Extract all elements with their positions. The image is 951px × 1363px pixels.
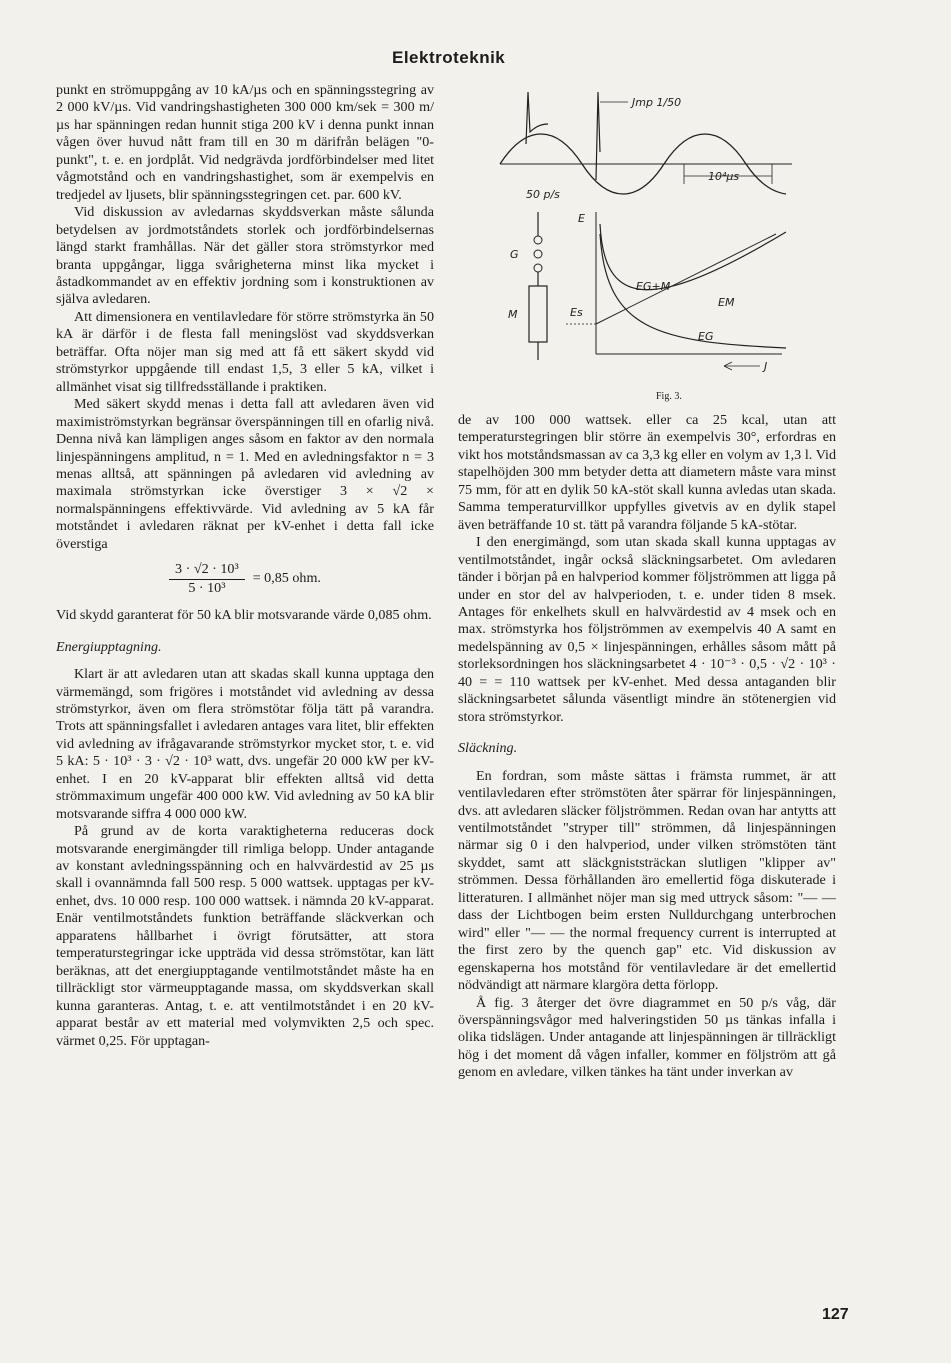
resistor-block: [529, 286, 547, 342]
impulse-2: [596, 92, 600, 180]
label-es: Es: [570, 306, 583, 319]
paragraph: På grund av de korta varaktigheterna reduceras dock motsvarande energimängder till rimliga belopp. Under antagande av konstant avledningsspänning och en halvvärdestid av 25 µs skall i ovannämnda fall 500 resp. 5 000 wattsek. upptagas per kV-enhet, dvs. 10 000 resp. 100 000 wattsek. i nämnda 20 kV-apparat. Enär ventilmotståndets funktion beträffande släckverkan och apparatens hållbarhet i övrigt förutsätter, att stora temperaturstegringar icke uppträda vid dessa strömstötar, kan lätt beräknas, att det energiupptagande ventilmotståndet måste ha en tillräckligt stor värmeupptagande massa, om skyddsverkan skall kunna garanteras. Antag, t. e. att ventilmotståndet i en 20 kV-apparat består av ett material med volymvikten 2,5 och spec. värmet 0,25. För upptagan-: [56, 823, 434, 1049]
paragraph: punkt en strömuppgång av 10 kA/µs och en spänningsstegring av 2 000 kV/µs. Vid vandringshastigheten 300 000 km/sek = 300 m/µs har spänningen redan hunnit stiga 200 kV i denna punkt innan vågen över huvud nått fram till en 30 m därifrån belägen "0-punkt", t. e. en jordplåt. Vid nedgrävda jordförbindelser med litet vågmotstånd och en vandringshastighet, som är exempelvis en tredjedel av ljusets, blir spänningsstegringen cet. par. 600 kV.: [56, 82, 434, 203]
curve-egm: [600, 224, 786, 290]
label-em: EM: [718, 296, 735, 309]
paragraph: Vid skydd garanterat för 50 kA blir motsvarande värde 0,085 ohm.: [56, 607, 432, 624]
fraction: [169, 561, 245, 597]
gap-electrode: [534, 250, 542, 258]
label-j: J: [764, 360, 768, 373]
paragraph: Vid diskussion av avledarnas skyddsverkan måste sålunda betydelsen av jordmotståndets storlek och jordförbindelsernas längd starkt framhållas. När det gäller stora strömstyrkor med branta uppgångar, ligga svårigheterna minst lika mycket i åstadkommandet av en effektiv jordning som i konstruktionen av själva avledaren.: [56, 204, 434, 308]
paragraph: Å fig. 3 återger det övre diagrammet en 50 p/s våg, där överspänningsvågor med halveringstiden 50 µs tänkas infalla i olika tidslägen. Under antagande att linjespänningen är tillräckligt hög i det moment då vågen infaller, kommer en följström att gå genom en avledare, vilken tänkes ha tänt under inverkan av: [458, 994, 836, 1081]
paragraph: Att dimensionera en ventilavledare för större strömstyrka än 50 kA är därför i de flesta fall meningslöst vad skyddsverkan beträffar. Ofta nöjer man sig med att få ett säkert skydd vid strömstyrkor uppgående till endast 1,5, 3 eller 5 kA, vilket i allmänhet visat sig tillfredsställande i praktiken.: [56, 308, 434, 395]
curve-eg: [600, 234, 786, 348]
paragraph: I den energimängd, som utan skada skall kunna upptagas av ventilmotståndet, ingår också släckningsarbetet. Om avledaren tänder i början på en halvperiod kommer följströmmen att ligga på under en stor del av halvperioden, t. e. under tiden 8 msek. Antages för enkelhets skull en halvvärdestid av 4 msek och en max. strömstyrka hos följströmmen av exempelvis 40 A samt en medelspänning av 0,5 × linjespänningen, erhålles såsom mått på storleksordningen hos släckningsarbetet 4 · 10⁻³ · 0,5 · √2 · 10³ · 40 = = 110 wattsek per kV-enhet. Med dessa antaganden blir släckningsarbetet sålunda väsentligt mindre än stötenergien vid stora strömstyrkor.: [458, 534, 836, 725]
section-heading: Släckning.: [458, 740, 518, 757]
characteristic-diagram: [508, 212, 786, 373]
gap-electrode: [534, 236, 542, 244]
page-number: 127: [822, 1306, 849, 1323]
label-freq: 50 p/s: [526, 188, 560, 201]
figure-3-diagram: [496, 84, 796, 384]
paragraph: Klart är att avledaren utan att skadas skall kunna upptaga den värmemängd, som frigöres i motståndet vid avledning av dessa strömstyrkor, även om flera strömstötar följa tätt på varandra. Trots att spänningsfallet i avledaren antages vara litet, blir effekten vid avledning av ifrågavarande strömstyrkor mycket stor, t. e. vid 5 kA: 5 · 10³ · 3 · √2 · 10³ watt, dvs. ungefär 20 000 kW per kV-enhet. I en 20 kV-apparat blir effekten alltså vid detta strömmaximum ungefär 400 000 kW. Vid avledning av 50 kA blir motsvarande siffra 4 000 000 kW.: [56, 666, 434, 822]
fraction-numerator: 3 · √2 · 10³: [169, 561, 245, 579]
label-e: E: [578, 212, 585, 225]
running-header: Elektroteknik: [392, 48, 506, 67]
paragraph: de av 100 000 wattsek. eller ca 25 kcal, utan att temperaturstegringen blir större än exempelvis 30°, erfordras en vikt hos motståndsmassan av ca 3,3 kg eller en volym av 1,3 l. Vid stapelhöjden 300 mm betyder detta att diametern måste vara minst 75 mm, för att en dylik 50 kA-stöt skall kunna avledas utan skada. Samma temperaturvillkor uppfylles givetvis av en dylik stapel även beträffande 10 st. tätt på varandra följande 5 kA-stötar.: [458, 412, 836, 533]
label-eg: EG: [698, 330, 714, 343]
left-column: [56, 82, 434, 1050]
paragraph: En fordran, som måste sättas i främsta rummet, är att ventilavledaren efter strömstöten åter spärrar för linjespänningen, dvs. att avledaren släcker följströmmen. Redan ovan har antytts att ventilmotståndet "stryper till" strömmen, då linjespänningen närmar sig 0 i den halvperiod, under vilken strömstöten tänt skyddet, samt att släckgniststräckan slutligen "klipper av" strömmen. Dessa förhållanden äro emellertid föga diskuterade i litteraturen. I allmänhet nöjer man sig med uttryck såsom: "— — dass der Lichtbogen beim ersten Nulldurchgang unterbrochen wird" eller "— — the normal frequency current is interrupted at the first zero by the quench gap" etc. Vid diskussion av egenskaperna hos motstånd för ventilavledare är det emellertid nödvändigt att närmare klargöra detta förlopp.: [458, 767, 836, 994]
waveform-diagram: [500, 92, 792, 201]
label-egm: EG+M: [636, 280, 671, 293]
label-span: 10⁴µs: [708, 170, 740, 183]
label-g: G: [510, 248, 519, 261]
gap-electrode: [534, 264, 542, 272]
curve-em: [596, 234, 776, 324]
formula-result: = 0,85 ohm.: [252, 570, 321, 587]
paragraph: Med säkert skydd menas i detta fall att avledaren även vid maximiströmstyrkan begränsar överspänningen till en ofarlig nivå. Denna nivå kan lämpligen anges såsom en faktor av den normala linjespänningens amplitud, n = 1. Med en avledningsfaktor n = 3 menas alltså, att spänningen på avledaren vid avledning av maximala strömstyrkan icke överstiger 3 × √2 × normalspänningens effektivvärde. Vid avledning av 5 kA får motståndet i avledaren räknat per kV-enhet i detta fall icke överstiga: [56, 396, 434, 552]
formula: [56, 561, 434, 597]
label-imp: Jmp 1/50: [632, 96, 682, 109]
section-heading: Energiupptagning.: [56, 638, 162, 655]
right-column: [458, 412, 836, 1082]
figure-caption: Fig. 3.: [656, 391, 682, 402]
label-m: M: [508, 308, 518, 321]
fraction-denominator: 5 · 10³: [188, 579, 226, 596]
